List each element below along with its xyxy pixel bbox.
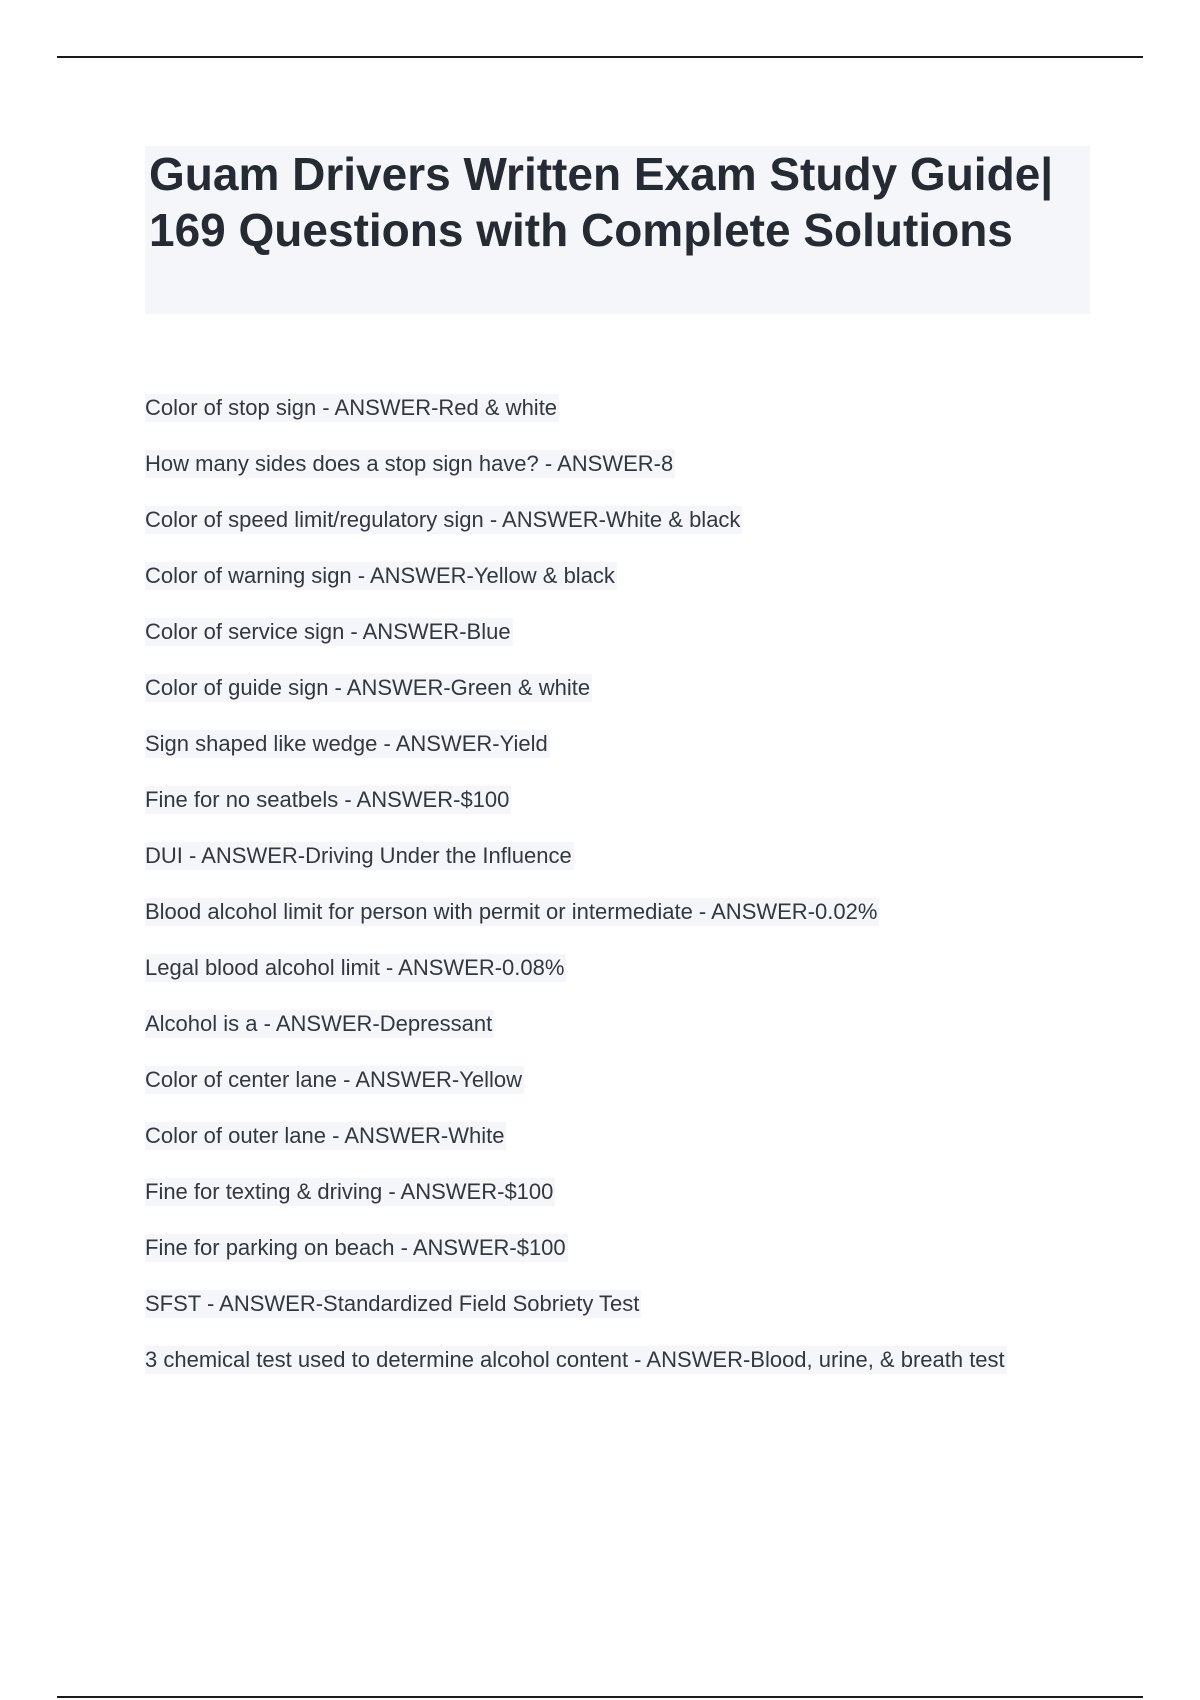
list-item — [145, 898, 1090, 954]
qa-text: DUI - ANSWER-Driving Under the Influence — [145, 843, 572, 868]
list-item — [145, 842, 1090, 898]
qa-text: Legal blood alcohol limit - ANSWER-0.08% — [145, 955, 565, 980]
list-item — [145, 1346, 1090, 1374]
list-item — [145, 450, 1090, 506]
list-item — [145, 674, 1090, 730]
qa-text: Color of service sign - ANSWER-Blue — [145, 619, 511, 644]
qa-text: Fine for no seatbels - ANSWER-$100 — [145, 787, 510, 812]
list-item — [145, 786, 1090, 842]
page-title: Guam Drivers Written Exam Study Guide| 169 Questions with Complete Solutions — [149, 148, 1054, 256]
qa-list — [145, 394, 1090, 1374]
qa-text: Fine for parking on beach - ANSWER-$100 — [145, 1235, 566, 1260]
list-item — [145, 1122, 1090, 1178]
qa-text: Blood alcohol limit for person with permit or intermediate - ANSWER-0.02% — [145, 899, 878, 924]
list-item — [145, 1290, 1090, 1346]
list-item — [145, 1066, 1090, 1122]
qa-text: Color of stop sign - ANSWER-Red & white — [145, 395, 558, 420]
list-item — [145, 394, 1090, 450]
list-item — [145, 618, 1090, 674]
qa-text: SFST - ANSWER-Standardized Field Sobriety Test — [145, 1291, 640, 1316]
header-rule — [57, 56, 1143, 58]
qa-text: Color of outer lane - ANSWER-White — [145, 1123, 505, 1148]
qa-text: Alcohol is a - ANSWER-Depressant — [145, 1011, 493, 1036]
qa-text: Color of warning sign - ANSWER-Yellow & black — [145, 563, 615, 588]
title-block — [145, 146, 1090, 314]
footer-rule — [57, 1696, 1143, 1698]
list-item — [145, 506, 1090, 562]
list-item — [145, 954, 1090, 1010]
list-item — [145, 1234, 1090, 1290]
list-item — [145, 1178, 1090, 1234]
qa-text: Sign shaped like wedge - ANSWER-Yield — [145, 731, 548, 756]
qa-text: 3 chemical test used to determine alcohol content - ANSWER-Blood, urine, & breath test — [145, 1347, 1005, 1372]
qa-text: Color of guide sign - ANSWER-Green & white — [145, 675, 591, 700]
list-item — [145, 562, 1090, 618]
qa-text: Color of center lane - ANSWER-Yellow — [145, 1067, 523, 1092]
qa-text: Color of speed limit/regulatory sign - ANSWER-White & black — [145, 507, 741, 532]
qa-text: How many sides does a stop sign have? - ANSWER-8 — [145, 451, 674, 476]
qa-text: Fine for texting & driving - ANSWER-$100 — [145, 1179, 554, 1204]
list-item — [145, 1010, 1090, 1066]
list-item — [145, 730, 1090, 786]
